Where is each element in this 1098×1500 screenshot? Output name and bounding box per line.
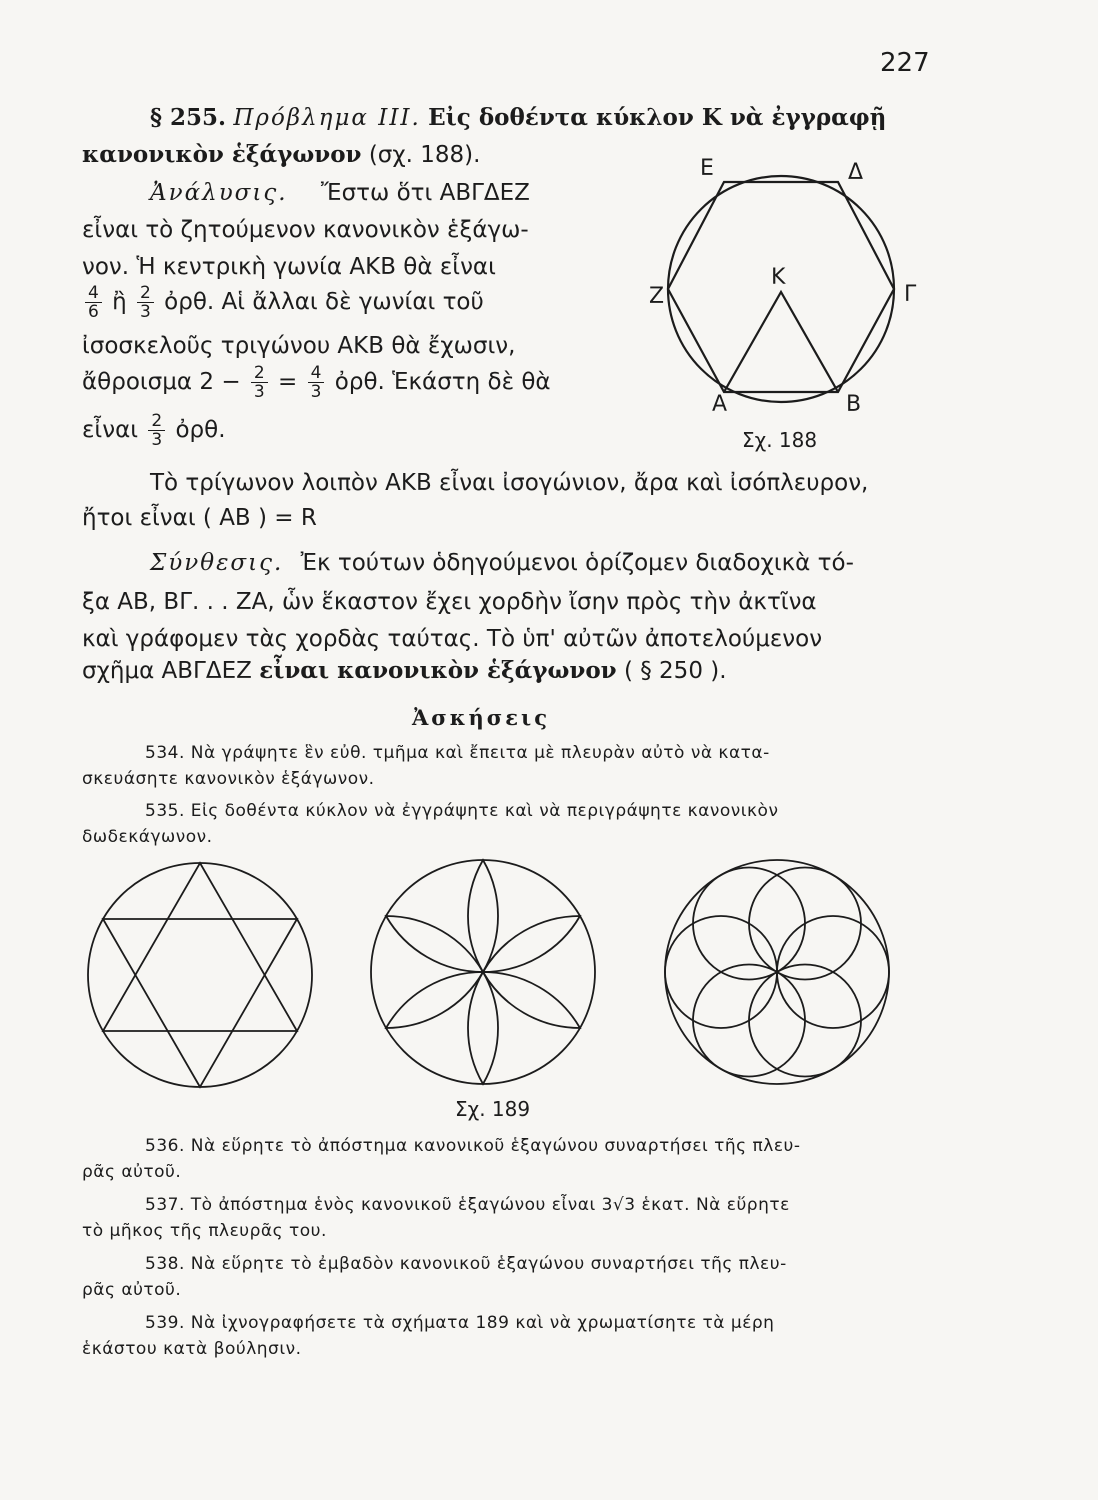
conclusion-line-1: Τὸ τρίγωνον λοιπὸν ΑΚΒ εἶναι ἰσογώνιον, ἄρα καὶ ἰσόπλευρον, bbox=[150, 470, 869, 496]
fig188-label-e: Ε bbox=[700, 156, 714, 181]
exercise-537-line-2: τὸ μῆκος τῆς πλευρᾶς του. bbox=[82, 1221, 327, 1241]
page-number: 227 bbox=[880, 48, 930, 78]
conclusion-line-2: ἤτοι εἶναι ( ΑΒ ) = R bbox=[82, 505, 317, 531]
fig188-label-b: Β bbox=[846, 392, 862, 417]
rosette-petal bbox=[468, 860, 498, 972]
exercise-538-line-1: 538. Νὰ εὕρητε τὸ ἐμβαδὸν κανονικοῦ ἑξαγώνου συναρτήσει τῆς πλευ- bbox=[145, 1254, 787, 1274]
synthesis-line-4: σχῆμα ΑΒΓΔΕΖ εἶναι κανονικὸν ἑξάγωνον ( § 250 ). bbox=[82, 657, 727, 684]
exercise-536-line-2: ρᾶς αὐτοῦ. bbox=[82, 1162, 182, 1182]
fig189-arc-pattern bbox=[665, 860, 889, 1084]
synthesis-line-3: καὶ γράφομεν τὰς χορδὰς ταύτας. Τὸ ὑπ' αὐτῶν ἀποτελούμενον bbox=[82, 626, 823, 652]
exercise-535-line-1: 535. Εἰς δοθέντα κύκλον νὰ ἐγγράψητε καὶ νὰ περιγράψητε κανονικὸν bbox=[145, 801, 779, 821]
synthesis-label: Σύνθεσις. bbox=[150, 550, 284, 576]
exercise-536-line-1: 536. Νὰ εὕρητε τὸ ἀπόστημα κανονικοῦ ἑξαγώνου συναρτήσει τῆς πλευ- bbox=[145, 1136, 801, 1156]
fig188-label-z: Ζ bbox=[649, 284, 665, 309]
exercise-535-line-2: δωδεκάγωνον. bbox=[82, 827, 213, 847]
analysis-line-5: ἰσοσκελοῦς τριγώνου ΑΚΒ θὰ ἔχωσιν, bbox=[82, 333, 516, 359]
fraction-2-3-c: $\frac{2}{3}$ bbox=[148, 412, 165, 449]
analysis-line-7: εἶναι $\frac{2}{3}$ ὀρθ. bbox=[82, 411, 226, 450]
rosette-petal bbox=[468, 972, 498, 1084]
analysis-line-2: εἶναι τὸ ζητούμενον κανονικὸν ἑξάγω- bbox=[82, 217, 529, 243]
synthesis-line-1: Σύνθεσις. Ἐκ τούτων ὁδηγούμενοι ὁρίζομεν διαδοχικὰ τό- bbox=[150, 550, 854, 576]
fig188-label-g: Γ bbox=[904, 282, 917, 307]
figure-ref: (σχ. 188). bbox=[368, 142, 481, 168]
fig188-label-d: Δ bbox=[848, 160, 864, 185]
fraction-4-6: $\frac{4}{6}$ bbox=[85, 284, 102, 321]
fig189-caption: Σχ. 189 bbox=[455, 1097, 531, 1121]
fraction-2-3: $\frac{2}{3}$ bbox=[137, 284, 154, 321]
problem-label: Πρόβλημα III. bbox=[233, 105, 421, 131]
analysis-line-1: Ἀνάλυσις. Ἔστω ὅτι ΑΒΓΔΕΖ bbox=[150, 180, 530, 206]
exercise-538-line-2: ρᾶς αὐτοῦ. bbox=[82, 1280, 182, 1300]
synthesis-line-2: ξα ΑΒ, ΒΓ. . . ΖΑ, ὧν ἕκαστον ἔχει χορδὴν ἴσην πρὸς τὴν ἀκτῖνα bbox=[82, 589, 817, 615]
exercises-heading: Ἀσκήσεις bbox=[412, 705, 550, 730]
exercise-539-line-1: 539. Νὰ ἰχνογραφήσετε τὰ σχήματα 189 καὶ νὰ χρωματίσητε τὰ μέρη bbox=[145, 1313, 775, 1333]
fig188-label-a: Α bbox=[712, 392, 728, 417]
analysis-line-4: $\frac{4}{6}$ ἢ $\frac{2}{3}$ ὀρθ. Αἱ ἄλλαι δὲ γωνίαι τοῦ bbox=[82, 284, 484, 321]
exercise-537-line-1: 537. Τὸ ἀπόστημα ἑνὸς κανονικοῦ ἑξαγώνου εἶναι 3√3 ἑκατ. Νὰ εὕρητε bbox=[145, 1195, 790, 1215]
analysis-label: Ἀνάλυσις. bbox=[150, 180, 288, 206]
sqrt-value: 3√3 bbox=[601, 1195, 636, 1215]
exercise-534-line-1: 534. Νὰ γράψητε ἓν εὐθ. τμῆμα καὶ ἔπειτα μὲ πλευρὰν αὐτὸ νὰ κατα- bbox=[145, 743, 770, 763]
fig188-caption: Σχ. 188 bbox=[742, 428, 818, 452]
fig188-label-k: Κ bbox=[771, 265, 786, 290]
exercise-539-line-2: ἑκάστου κατὰ βούλησιν. bbox=[82, 1339, 302, 1359]
problem-title: Εἰς δοθέντα κύκλον Κ νὰ ἐγγραφῇ bbox=[428, 104, 887, 131]
problem-title-cont: κανονικὸν ἑξάγωνον bbox=[82, 141, 362, 168]
fig189-rosette bbox=[371, 860, 595, 1084]
section-number: § 255. bbox=[150, 104, 227, 131]
exercise-534-line-2: σκευάσητε κανονικὸν ἑξάγωνον. bbox=[82, 769, 375, 789]
fraction-4-3: $\frac{4}{3}$ bbox=[308, 364, 325, 401]
analysis-line-3: νον. Ἡ κεντρικὴ γωνία ΑΚΒ θὰ εἶναι bbox=[82, 254, 496, 280]
fraction-2-3-b: $\frac{2}{3}$ bbox=[251, 364, 268, 401]
analysis-line-6: ἄθροισμα 2 − $\frac{2}{3}$ = $\frac{4}{3}$ ὀρθ. Ἑκάστη δὲ θὰ bbox=[82, 363, 551, 402]
fig189-star-of-david bbox=[88, 863, 312, 1087]
